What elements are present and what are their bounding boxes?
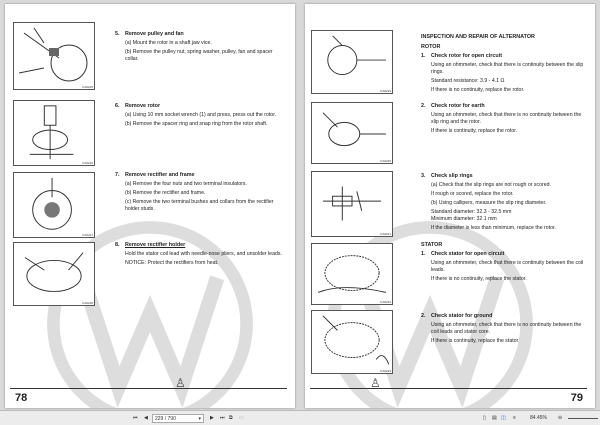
page-field[interactable]: 229 / 790 ▾	[152, 414, 204, 423]
step-check-rotor-open: 1. Check rotor for open circuit Using an ohmmeter, check that there is continuity between the slip rings. Standard resistance: 3.9 - 4.1 Ω If there is no continuity, replace the rotor.	[421, 53, 584, 93]
section-heading: INSPECTION AND REPAIR OF ALTERNATOR	[421, 34, 535, 40]
step-remove-rectifier: 7. Remove rectifier and frame (a) Remove the four nuts and two terminal insulators. (b) Remove the rectifier and frame. (c) Remove the two terminal bushes and collars from the rectifier holder studs.	[115, 172, 274, 212]
figure-rotor-earth: CA0220	[311, 102, 393, 164]
figure-pulley: CA0215	[13, 22, 95, 90]
page-number: 78	[15, 392, 28, 404]
figure-slip-rings: CA0221	[311, 171, 393, 237]
two-page-view-button[interactable]: ◫	[501, 415, 506, 421]
figure-stator-ground: CA0223	[311, 310, 393, 374]
rotate-icon[interactable]: ⧉	[229, 415, 233, 421]
first-page-button[interactable]: ⏮	[133, 415, 138, 421]
zoom-level: 84.45%	[530, 415, 547, 421]
step-remove-rotor: 6. Remove rotor (a) Using 10 mm socket wrench (1) and press, press out the rotor. (b) Remove the spacer ring and snap ring from the rotor shaft.	[115, 103, 277, 127]
figure-stator-open: CA0222	[311, 243, 393, 305]
continuous-view-button[interactable]: ▤	[492, 415, 497, 421]
step-check-stator-open: 1. Check stator for open circuit Using an ohmmeter, check that there is continuity between the coil leads. If there is no continuity, replace the stator.	[421, 251, 584, 282]
figure-rectifier: CA0217	[13, 172, 95, 238]
figure-rotor: CA0216	[13, 100, 95, 166]
copy-icon[interactable]: ▭	[239, 415, 244, 421]
figure-rectifier-holder: CA0218	[13, 242, 95, 306]
step-remove-pulley: 5. Remove pulley and fan (a) Mount the rotor in a shaft jaw vice. (b) Remove the pulley nut, spring washer, pulley, fan and spacer collar.	[115, 31, 273, 62]
mascot-icon: ♙	[370, 376, 381, 390]
scroll-view-button[interactable]: ≡	[513, 415, 516, 421]
page-number: 79	[570, 392, 583, 404]
next-page-button[interactable]: ▶	[210, 415, 214, 421]
step-check-slip-rings: 3. Check slip rings (a) Check that the slip rings are not rough or scored. If rough or scored, replace the rotor. (b) Using callipers, measure the slip ring diameter. Standard diameter: 32.3 - 32.5 mm Minimum diameter: 32.1 mm If the diameter is less than minimum, replace the rotor.	[421, 173, 556, 231]
prev-page-button[interactable]: ◀	[144, 415, 148, 421]
right-page	[305, 4, 595, 408]
footer-rule	[10, 388, 287, 389]
stator-heading: STATOR	[421, 242, 443, 248]
step-check-rotor-earth: 2. Check rotor for earth Using an ohmmeter, check that there is no continuity between the slip ring and the rotor. If there is continuity, replace the rotor.	[421, 103, 582, 134]
figure-rotor-open: CA0219	[311, 30, 393, 94]
viewer-toolbar	[0, 410, 600, 425]
zoom-slider[interactable]	[568, 418, 598, 419]
step-remove-rectifier-holder: 8. Remove rectifier holder Hold the stator coil lead with needle-nose pliers, and unsolder leads. NOTICE: Protect the rectifiers from heat.	[115, 242, 282, 266]
single-page-view-button[interactable]: ▯	[483, 415, 486, 421]
step-check-stator-ground: 2. Check stator for ground Using an ohmmeter, check that there is no continuity between the coil leads and stator core. If there is continuity, replace the stator.	[421, 313, 582, 344]
footer-rule	[310, 388, 587, 389]
last-page-button[interactable]: ⏭	[220, 415, 225, 421]
rotor-heading: ROTOR	[421, 44, 441, 50]
mascot-icon: ♙	[175, 376, 186, 390]
zoom-out-button[interactable]: ⊖	[558, 415, 563, 421]
left-page	[5, 4, 295, 408]
